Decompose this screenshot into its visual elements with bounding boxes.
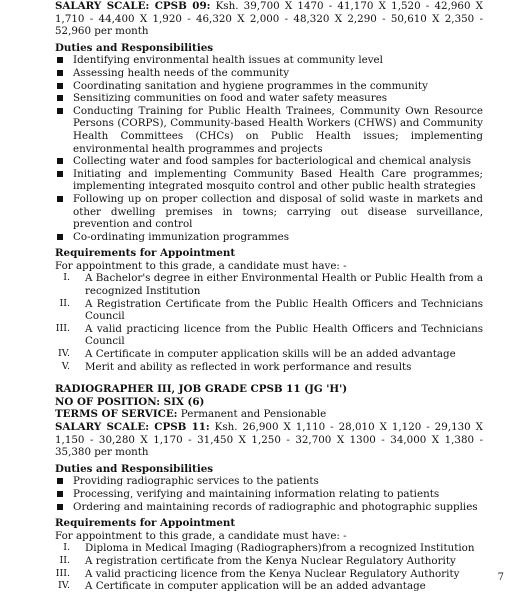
- list-item: I. Diploma in Medical Imaging (Radiographers)from a recognized Institution: [63, 542, 475, 555]
- terms-of-service: TERMS OF SERVICE: Permanent and Pensionable: [55, 408, 327, 421]
- page-number: 7: [497, 572, 504, 584]
- positions-count: NO OF POSITION: SIX (6): [55, 395, 205, 408]
- square-bullet-icon: [57, 504, 63, 510]
- duties-list: [55, 475, 483, 513]
- list-item: IV. A Certificate in computer application will be an added advantage: [58, 580, 426, 593]
- job-title-radiographer: RADIOGRAPHER III, JOB GRADE CPSB 11 (JG 'H'): [55, 383, 348, 396]
- requirements-heading: Requirements for Appointment: [55, 517, 236, 530]
- list-item: IV. A Certificate in computer application skills will be an added advantage: [58, 348, 456, 361]
- salary-scale-cpsb11: SALARY SCALE: CPSB 11: Ksh. 26,900 X 1,110 - 28,010 X 1,120 - 29,130 X 1,150 - 30,280 X 1,170 - 31,450 X 1,250 - 32,700 X 1300 - 34,000 X 1,380 - 35,380 per month: [55, 421, 483, 459]
- square-bullet-icon: [57, 478, 63, 484]
- square-bullet-icon: [57, 196, 63, 202]
- square-bullet-icon: [57, 95, 63, 101]
- requirements-intro: For appointment to this grade, a candidate must have: -: [55, 259, 347, 272]
- list-item: Conducting Training for Public Health Trainees, Community Own Resource Persons (CORPS), Community-based Health Workers (CHWS) and Community Health Committees (CHCs) on Public Health issues; implementing environmental health programmes and projects: [55, 105, 483, 155]
- list-item: Initiating and implementing Community Based Health Care programmes; implementing integrated mosquito control and other public health strategies: [55, 168, 483, 193]
- square-bullet-icon: [57, 83, 63, 89]
- list-item: Processing, verifying and maintaining information relating to patients: [55, 488, 483, 501]
- salary-scale-cpsb09: SALARY SCALE: CPSB 09: Ksh. 39,700 X 1470 - 41,170 X 1,520 - 42,960 X 1,710 - 44,400 X 1,920 - 46,320 X 2,000 - 48,320 X 2,290 - 50,610 X 2,350 - 52,960 per month: [55, 0, 483, 38]
- list-item: Co-ordinating immunization programmes: [55, 231, 483, 244]
- requirements-list: [55, 272, 483, 373]
- list-item: III. A valid practicing licence from the Kenya Nuclear Regulatory Authority: [55, 567, 460, 580]
- square-bullet-icon: [57, 234, 63, 240]
- list-item: Providing radiographic services to the patients: [55, 475, 483, 488]
- list-item: Collecting water and food samples for bacteriological and chemical analysis: [55, 155, 483, 168]
- document-page: [55, 0, 483, 593]
- square-bullet-icon: [57, 70, 63, 76]
- square-bullet-icon: [57, 171, 63, 177]
- square-bullet-icon: [57, 57, 63, 63]
- duties-list: [55, 54, 483, 243]
- list-item: Coordinating sanitation and hygiene programmes in the community: [55, 80, 483, 93]
- duties-heading: Duties and Responsibilities: [55, 462, 214, 475]
- list-item: Following up on proper collection and disposal of solid waste in markets and other dwelling premises in towns; carrying out disease surveillance, prevention and control: [55, 193, 483, 231]
- list-item: V. Merit and ability as reflected in work performance and results: [61, 360, 412, 373]
- requirements-heading: Requirements for Appointment: [55, 247, 236, 260]
- requirements-list: [55, 542, 483, 592]
- list-item: II. A registration certificate from the Kenya Nuclear Regulatory Authority: [59, 554, 456, 567]
- square-bullet-icon: [57, 108, 63, 114]
- list-item: Assessing health needs of the community: [55, 67, 483, 80]
- list-item: II. A Registration Certificate from the Public Health Officers and Technicians Council: [59, 297, 483, 323]
- square-bullet-icon: [57, 158, 63, 164]
- square-bullet-icon: [57, 491, 63, 497]
- requirements-intro: For appointment to this grade, a candidate must have: -: [55, 529, 347, 542]
- duties-heading: Duties and Responsibilities: [55, 41, 214, 54]
- list-item: Sensitizing communities on food and water safety measures: [55, 92, 483, 105]
- list-item: I. A Bachelor's degree in either Environmental Health or Public Health from a recognized Institution: [63, 272, 483, 298]
- list-item: Ordering and maintaining records of radiographic and photographic supplies: [55, 501, 483, 514]
- list-item: III. A valid practicing licence from the Public Health Officers and Technicians Council: [55, 322, 483, 348]
- list-item: Identifying environmental health issues at community level: [55, 54, 483, 67]
